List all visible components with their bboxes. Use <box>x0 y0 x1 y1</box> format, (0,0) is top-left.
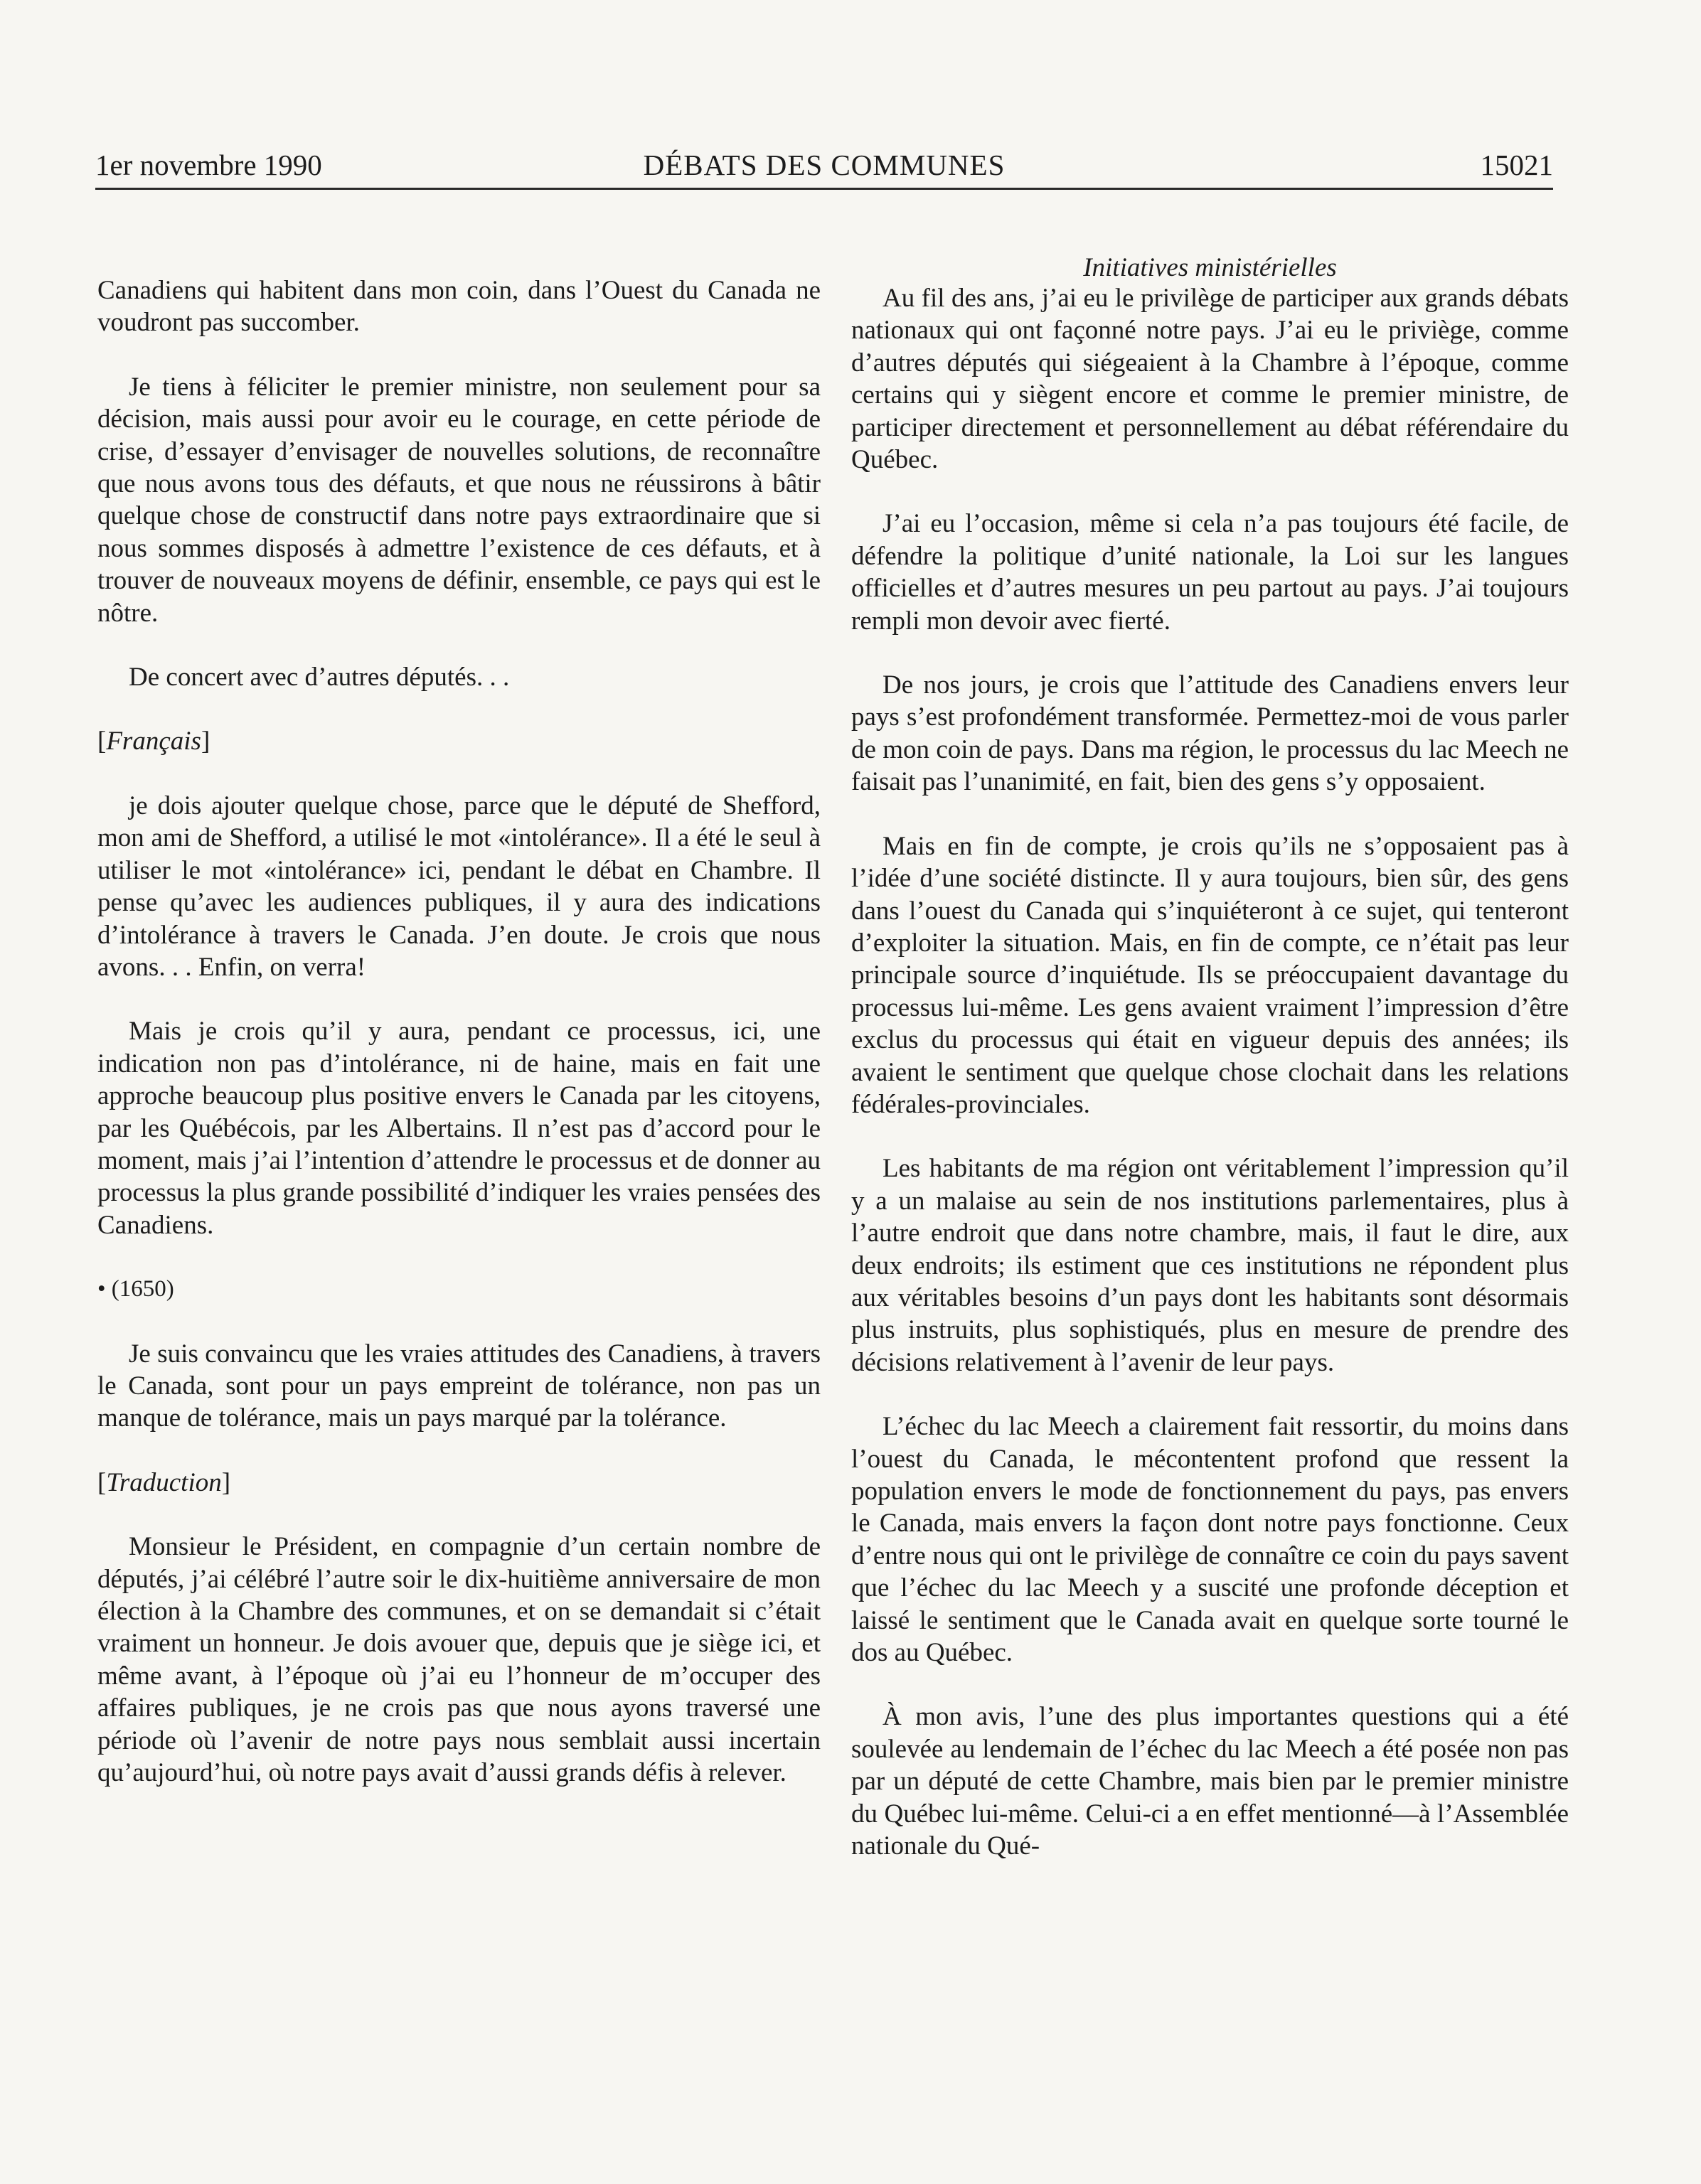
paragraph: De nos jours, je crois que l’attitude des Canadiens envers leur pays s’est profondément transformée. Permettez-moi de vous parler de mon coin de pays. Dans ma région, le processus du lac Meech ne faisait pas l’unanimité, en fait, bien des gens s’y opposaient. <box>851 670 1569 797</box>
paragraph: Mais je crois qu’il y aura, pendant ce processus, ici, une indication non pas d’intolérance, ni de haine, mais en fait une approche beaucoup plus positive envers le Canada par les citoyens, par les Québécois, par les Albertains. Il n’est pas d’accord pour le moment, mais j’ai l’intention d’attendre le processus et de donner au processus la plus grande possibilité d’indiquer les vraies pensées des Canadiens. <box>97 1017 821 1240</box>
paragraph: Canadiens qui habitent dans mon coin, dans l’Ouest du Canada ne voudront pas succomber. <box>97 276 821 338</box>
paragraph: Monsieur le Président, en compagnie d’un certain nombre de députés, j’ai célébré l’autre soir le dix-huitième anniversaire de mon élection à la Chambre des communes, et on se demandait si c’était vraiment un honneur. Je dois avouer que, depuis que je siège ici, et même avant, à l’époque où j’ai eu l’honneur de m’occuper des affaires publiques, je ne crois pas que nous ayons traversé une période où l’avenir de notre pays nous semblait aussi incertain qu’aujourd’hui, où notre pays avait d’aussi grands défis à relever. <box>97 1532 821 1788</box>
header-title: DÉBATS DES COMMUNES <box>643 149 1006 181</box>
paragraph: À mon avis, l’une des plus importantes questions qui a été soulevée au lendemain de l’échec du lac Meech a été posée non pas par un député de cette Chambre, mais bien par le premier ministre du Québec lui-même. Celui-ci a en effet mentionné—à l’Assemblée nationale du Qué- <box>851 1702 1569 1861</box>
header-page-number: 15021 <box>1480 149 1553 181</box>
header-date: 1er novembre 1990 <box>95 149 322 181</box>
page-header <box>95 145 1553 190</box>
paragraph: De concert avec d’autres députés. . . <box>129 663 510 692</box>
paragraph: L’échec du lac Meech a clairement fait ressortir, du moins dans l’ouest du Canada, le mécontentent profond que ressent la population envers le mode de fonctionnement du pays, pas envers le Canada, mais envers la façon dont notre pays fonctionne. Ceux d’entre nous qui ont le privilège de connaître ce coin du pays savent que l’échec du lac Meech y a suscité une profonde déception et laissé le sentiment que le Canada avait en quelque sorte tourné le dos au Québec. <box>851 1412 1569 1668</box>
left-column <box>97 274 821 1789</box>
paragraph: Je suis convaincu que les vraies attitudes des Canadiens, à travers le Canada, sont pour un pays empreint de tolérance, non pas un manque de tolérance, mais un pays marqué par la tolérance. <box>97 1339 821 1433</box>
paragraph: Les habitants de ma région ont véritablement l’impression qu’il y a un malaise au sein de nos institutions parlementaires, plus à l’autre endroit que dans notre chambre, mais, il faut le dire, aux deux endroits; ils estiment que ces institutions ne répondent plus aux véritables besoins d’un pays dont les habitants sont désormais plus instruits, plus sophistiqués, plus en mesure de prendre des décisions relativement à l’avenir de leur pays. <box>851 1154 1569 1377</box>
language-rubric-francais: [Français] <box>97 727 210 756</box>
paragraph: je dois ajouter quelque chose, parce que le député de Shefford, mon ami de Shefford, a utilisé le mot «intolérance». Il a été le seul à utiliser le mot «intolérance» ici, pendant le débat en Chambre. Il pense qu’avec les audiences publiques, il y aura des indications d’intolérance à travers le Canada. J’en doute. Je crois que nous avons. . . Enfin, on verra! <box>97 791 821 982</box>
paragraph: Mais en fin de compte, je crois qu’ils ne s’opposaient pas à l’idée d’une société distincte. Il y aura toujours, bien sûr, des gens dans l’ouest du Canada qui s’inquiéteront à ce sujet, qui tenteront d’exploiter la situation. Mais, en fin de compte, ce n’était pas leur principale source d’inquiétude. Ils se préoccupaient davantage du processus lui-même. Les gens avaient vraiment l’impression d’être exclus du processus qui était en vigueur depuis des années; ils avaient le sentiment que quelque chose clochait dans les relations fédérales-provinciales. <box>851 831 1569 1119</box>
language-rubric-traduction: [Traduction] <box>97 1467 231 1497</box>
paragraph: Au fil des ans, j’ai eu le privilège de participer aux grands débats nationaux qui ont façonné notre pays. J’ai eu le priviège, comme d’autres députés qui siégeaient à la Chambre à l’époque, comme certains qui y siègent encore et comme le premier ministre, de participer directement et personnellement au débat référendaire du Québec. <box>851 284 1569 475</box>
paragraph: J’ai eu l’occasion, même si cela n’a pas toujours été facile, de défendre la politique d’unité nationale, la Loi sur les langues officielles et d’autres mesures un peu partout au pays. J’ai toujours rempli mon devoir avec fierté. <box>851 509 1569 636</box>
paragraph: Je tiens à féliciter le premier ministre, non seulement pour sa décision, mais aussi pour avoir eu le courage, en cette période de crise, d’essayer d’envisager de nouvelles solutions, de reconnaître que nous avons tous des défauts, et que nous ne réussirons à bâtir quelque chose de constructif dans notre pays extraordinaire que si nous sommes disposés à admettre l’existence de ces défauts, et à trouver de nouveaux moyens de définir, ensemble, ce pays qui est le nôtre. <box>97 372 821 628</box>
section-title: Initiatives ministérielles <box>1083 253 1337 282</box>
right-column <box>851 254 1569 1862</box>
timestamp: • (1650) <box>97 1276 174 1302</box>
